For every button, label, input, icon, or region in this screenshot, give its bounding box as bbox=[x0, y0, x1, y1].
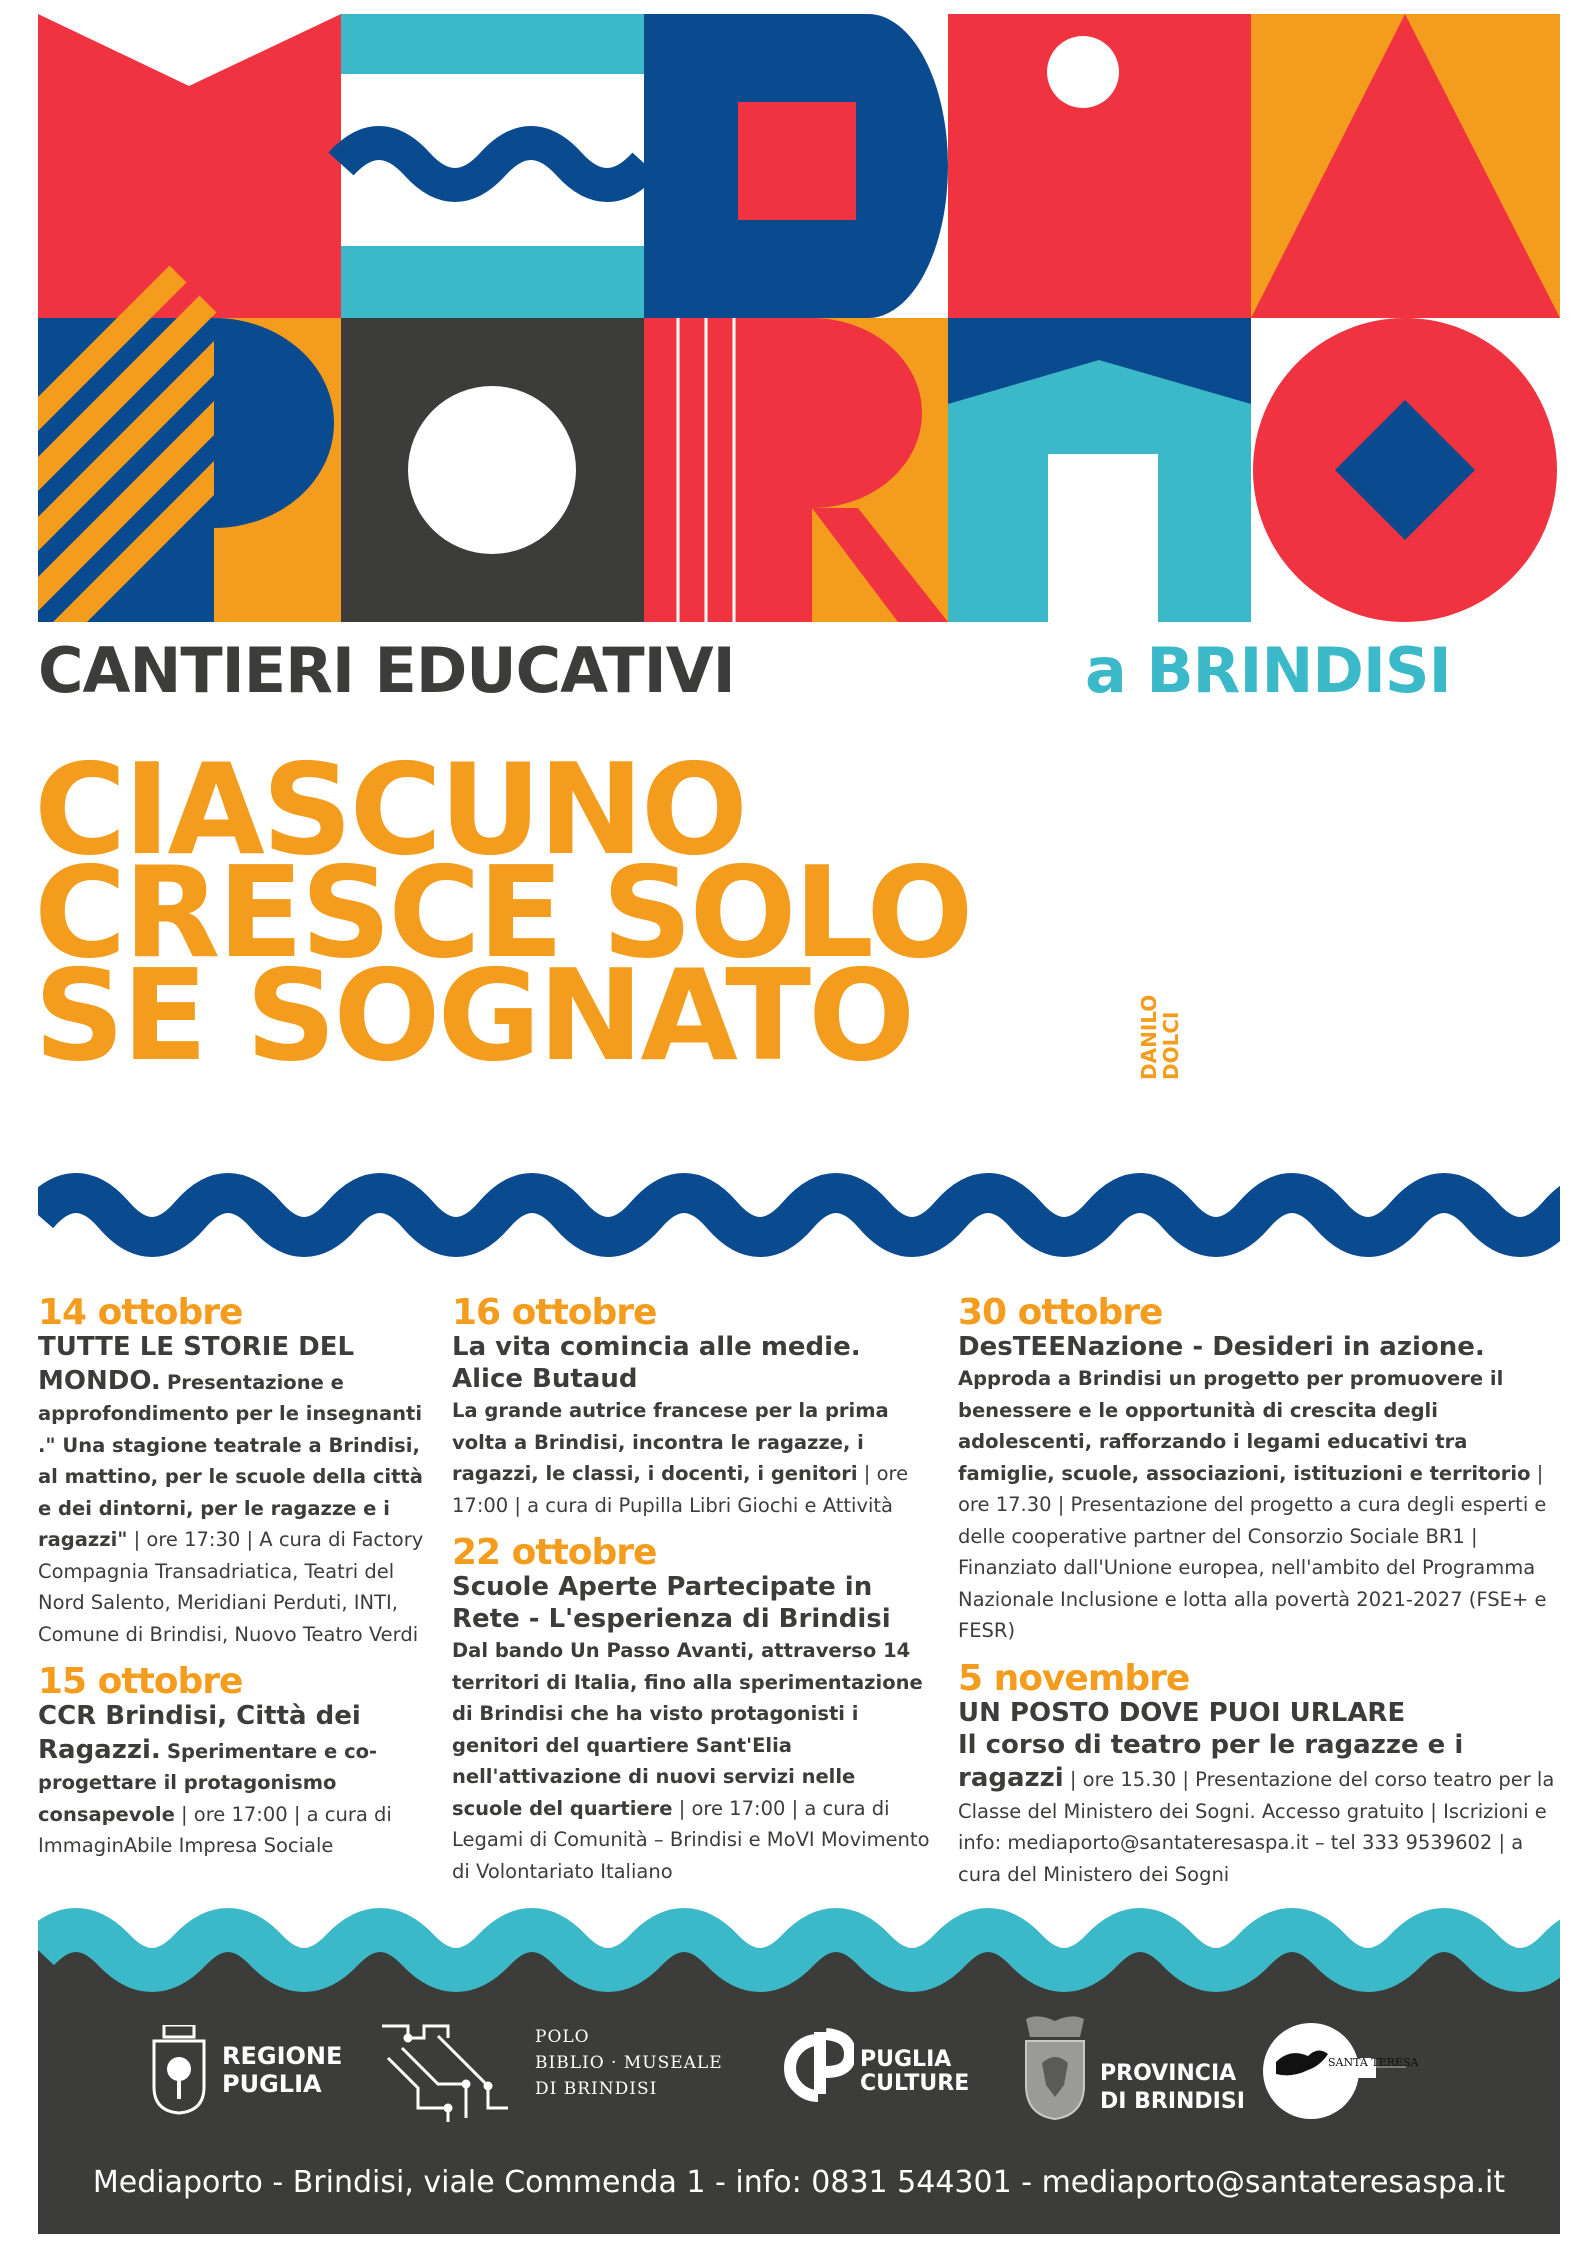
event-title: La vita comincia alle medie. Alice Butaud bbox=[452, 1332, 861, 1394]
regione-puglia-emblem-icon bbox=[150, 2025, 208, 2115]
footer-contact-line: Mediaporto - Brindisi, viale Commenda 1 - info: 0831 544301 - mediaporto@santateresaspa.it bbox=[92, 2165, 1506, 2200]
letter-d-tile bbox=[644, 14, 948, 318]
letter-a-tile bbox=[1251, 14, 1560, 318]
event-description bbox=[958, 1729, 1558, 1891]
event-title: TUTTE LE STORIE DEL MONDO. bbox=[38, 1332, 355, 1396]
event-title: Scuole Aperte Partecipate in Rete - L'esperienza di Brindisi bbox=[452, 1572, 891, 1634]
headline-line-1: CIASCUNO bbox=[34, 736, 745, 883]
event-details: | ore 17:00 | a cura di Legami di Comunità – Brindisi e MoVI Movimento di Volontariato Italiano bbox=[452, 1796, 930, 1883]
event-date: 15 ottobre bbox=[38, 1661, 243, 1702]
events-column-1 bbox=[38, 1292, 438, 1862]
author-first-name: DANILO bbox=[1137, 994, 1161, 1080]
event-details: | ore 17.30 | Presentazione del progetto a cura degli esperti e delle cooperative partner del Consorzio Sociale BR1 | Finanziato dall'Unione europea, nell'ambito del Programma Nazionale Inclusione e lotta alla povertà 2021-2027 (FSE+ e FESR) bbox=[958, 1461, 1547, 1642]
event-description bbox=[452, 1635, 930, 1887]
event-description bbox=[38, 1700, 438, 1862]
events-column-2 bbox=[452, 1292, 930, 1887]
regione-line-2: PUGLIA bbox=[222, 2070, 322, 2098]
event-title: UN POSTO DOVE PUOI URLARE bbox=[958, 1697, 1406, 1728]
event-bold-text: Sperimentare e co-progettare il protagonismo consapevole bbox=[38, 1739, 378, 1826]
polo-biblio-museale-label bbox=[535, 2024, 723, 2102]
puglia-culture-logo-icon bbox=[774, 2026, 854, 2108]
event-bold-text: Approda a Brindisi un progetto per promuovere il benessere e le opportunità di crescita degli adolescenti, rafforzando i legami educativi tra famiglie, scuole, associazioni, istituzioni e territorio bbox=[958, 1367, 1531, 1485]
letter-i-tile bbox=[948, 14, 1251, 318]
blue-wave-divider bbox=[38, 1160, 1560, 1270]
cyan-wave-divider bbox=[38, 1905, 1560, 2005]
letter-t-tile bbox=[948, 318, 1251, 622]
provincia-line-1: PROVINCIA bbox=[1100, 2061, 1237, 2086]
letter-m-tile bbox=[38, 14, 341, 318]
author-last-name: DOLCI bbox=[1159, 1011, 1183, 1080]
provincia-brindisi-emblem-icon bbox=[1018, 2015, 1092, 2121]
event-details: | ore 17:00 | a cura di ImmaginAbile Impresa Sociale bbox=[38, 1802, 392, 1857]
event-date: 14 ottobre bbox=[38, 1292, 243, 1333]
provincia-line-2: DI BRINDISI bbox=[1100, 2089, 1245, 2114]
events-column-3 bbox=[958, 1292, 1558, 1890]
subtitle-left: CANTIERI EDUCATIVI bbox=[38, 634, 735, 707]
event-details: | ore 17:00 | a cura di Pupilla Libri Giochi e Attività bbox=[452, 1462, 909, 1517]
event-date: 30 ottobre bbox=[958, 1292, 1163, 1333]
polo-line-1: POLO bbox=[535, 2027, 590, 2047]
polo-line-3: DI BRINDISI bbox=[535, 2079, 658, 2099]
puglia-culture-label bbox=[860, 2048, 969, 2096]
event-title: CCR Brindisi, Città dei Ragazzi. bbox=[38, 1701, 361, 1765]
regione-line-1: REGIONE bbox=[222, 2042, 343, 2070]
event-description bbox=[958, 1363, 1558, 1647]
polo-biblio-museale-icon bbox=[378, 2018, 518, 2126]
event-details: | ore 15.30 | Presentazione del corso teatro per la Classe del Ministero dei Sogni. Accesso gratuito | Iscrizioni e info: mediaporto@santateresaspa.it – tel 333 9539602 | a cura del Ministero dei Sogni bbox=[958, 1768, 1555, 1886]
event-description bbox=[452, 1395, 930, 1521]
puglia-culture-line-2: CULTURE bbox=[860, 2071, 970, 2096]
santa-teresa-label: SANTA TERESA bbox=[1328, 2056, 1419, 2069]
event-description bbox=[38, 1331, 438, 1650]
headline bbox=[34, 736, 971, 1089]
letter-o2-tile bbox=[1251, 318, 1560, 622]
author-credit bbox=[1138, 995, 1182, 1080]
santa-teresa-logo-icon bbox=[1262, 2022, 1446, 2120]
event-subtitle: Il corso di teatro per le ragazze e i ragazzi bbox=[958, 1729, 1464, 1793]
event-date: 22 ottobre bbox=[452, 1532, 657, 1573]
letter-e-tile bbox=[341, 14, 645, 318]
event-date: 5 novembre bbox=[958, 1657, 1190, 1699]
event-date: 16 ottobre bbox=[452, 1292, 657, 1333]
letter-r-tile bbox=[644, 318, 948, 622]
letter-p-tile bbox=[38, 274, 341, 622]
headline-line-3: SE SOGNATO bbox=[34, 942, 913, 1089]
letter-o-tile bbox=[341, 318, 644, 622]
mediaporto-logo-graphic bbox=[38, 14, 1560, 622]
polo-line-2: BIBLIO · MUSEALE bbox=[535, 2053, 723, 2073]
event-details: | ore 17:30 | A cura di Factory Compagnia Transadriatica, Teatri del Nord Salento, Meridiani Perduti, INTI, Comune di Brindisi, Nuovo Teatro Verdi bbox=[38, 1528, 424, 1646]
regione-puglia-label bbox=[222, 2042, 342, 2098]
event-title: DesTEENazione - Desideri in azione. bbox=[958, 1332, 1485, 1362]
event-bold-text: Dal bando Un Passo Avanti, attraverso 14 territori di Italia, fino alla sperimentazione di Brindisi che ha visto protagonisti i genitori del quartiere Sant'Elia nell'attivazione di nuovi servizi nelle scuole del quartiere bbox=[452, 1639, 923, 1820]
provincia-brindisi-label bbox=[1100, 2060, 1245, 2116]
subtitle-right: a BRINDISI bbox=[1085, 634, 1451, 707]
puglia-culture-line-1: PUGLIA bbox=[860, 2047, 952, 2072]
event-bold-text: Presentazione e approfondimento per le insegnanti ." Una stagione teatrale a Brindisi, al mattino, per le scuole della città e dei dintorni, per le ragazze e i ragazzi" bbox=[38, 1370, 423, 1551]
headline-line-2: CRESCE SOLO bbox=[34, 839, 971, 986]
event-bold-text: La grande autrice francese per la prima volta a Brindisi, incontra le ragazze, i ragazzi, le classi, i docenti, i genitori bbox=[452, 1399, 889, 1485]
